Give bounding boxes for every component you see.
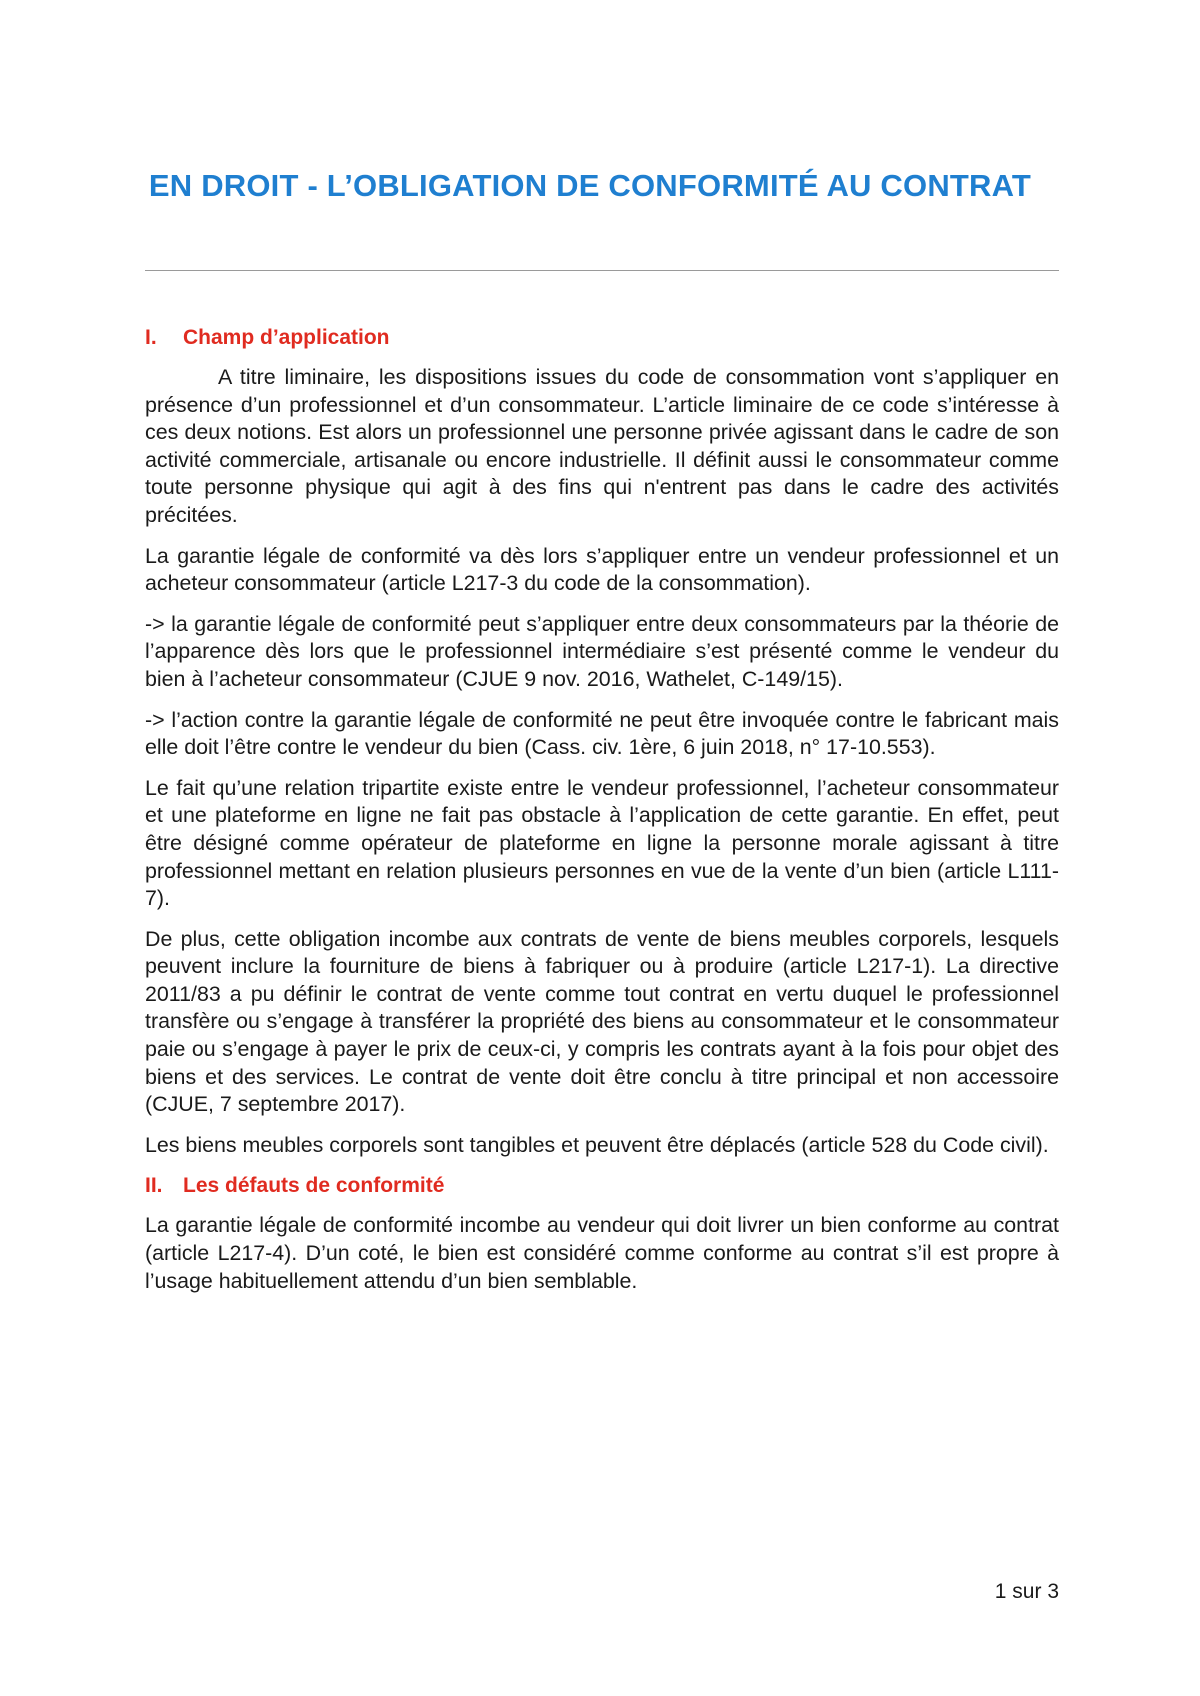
section-number: I. <box>145 326 157 349</box>
paragraph: Le fait qu’une relation tripartite existe entre le vendeur professionnel, l’acheteur consommateur et une plateforme en ligne ne fait pas obstacle à l’application de cette garantie. En effet, peut être désigné comme opérateur de plateforme en ligne la personne morale agissant à titre professionnel mettant en relation plusieurs personnes en vue de la vente d’un bien (article L111-7). <box>145 775 1059 911</box>
paragraph: Les biens meubles corporels sont tangibles et peuvent être déplacés (article 528 du Code civil). <box>145 1132 1049 1157</box>
document-title: EN DROIT - L’OBLIGATION DE CONFORMITÉ AU CONTRAT <box>148 168 1032 203</box>
document-body <box>145 324 1059 1308</box>
section-title: Champ d’application <box>183 326 390 349</box>
section-number: II. <box>145 1174 163 1198</box>
section-heading-defauts-conformite <box>145 1172 1059 1200</box>
paragraph: De plus, cette obligation incombe aux contrats de vente de biens meubles corporels, lesquels peuvent inclure la fourniture de biens à fabriquer ou à produire (article L217-1). La directive 2011/83 a pu définir le contrat de vente comme tout contrat en vertu duquel le professionnel transfère ou s’engage à transférer la propriété des biens au consommateur et le consommateur paie ou s’engage à payer le prix de ceux-ci, y compris les contrats ayant à la fois pour objet des biens et des services. Le contrat de vente doit être conclu à titre principal et non accessoire (CJUE, 7 septembre 2017). <box>145 926 1059 1117</box>
paragraph-intro: A titre liminaire, les dispositions issues du code de consommation vont s’appliquer en présence d’un professionnel et d’un consommateur. L’article liminaire de ce code s’intéresse à ces deux notions. Est alors un professionnel une personne privée agissant dans le cadre de son activité commerciale, artisanale ou encore industrielle. Il définit aussi le consommateur comme toute personne physique qui agit à des fins qui n'entrent pas dans le cadre des activités précitées. <box>145 365 1059 527</box>
paragraph-note: -> l’action contre la garantie légale de conformité ne peut être invoquée contre le fabricant mais elle doit l’être contre le vendeur du bien (Cass. civ. 1ère, 6 juin 2018, n° 17-10.553). <box>145 707 1059 760</box>
paragraph: La garantie légale de conformité va dès lors s’appliquer entre un vendeur professionnel et un acheteur consommateur (article L217-3 du code de la consommation). <box>145 543 1059 596</box>
section-title: Les défauts de conformité <box>183 1174 445 1198</box>
paragraph-note: -> la garantie légale de conformité peut s’appliquer entre deux consommateurs par la théorie de l’apparence dès lors que le professionnel intermédiaire s’est présenté comme le vendeur du bien à l’acheteur consommateur (CJUE 9 nov. 2016, Wathelet, C-149/15). <box>145 611 1059 691</box>
paragraph: La garantie légale de conformité incombe au vendeur qui doit livrer un bien conforme au contrat (article L217-4). D’un coté, le bien est considéré comme conforme au contrat s’il est propre à l’usage habituellement attendu d’un bien semblable. <box>145 1213 1059 1293</box>
page-number: 1 sur 3 <box>994 1580 1059 1603</box>
section-heading-champ-application <box>145 324 1059 352</box>
title-divider <box>145 270 1059 271</box>
